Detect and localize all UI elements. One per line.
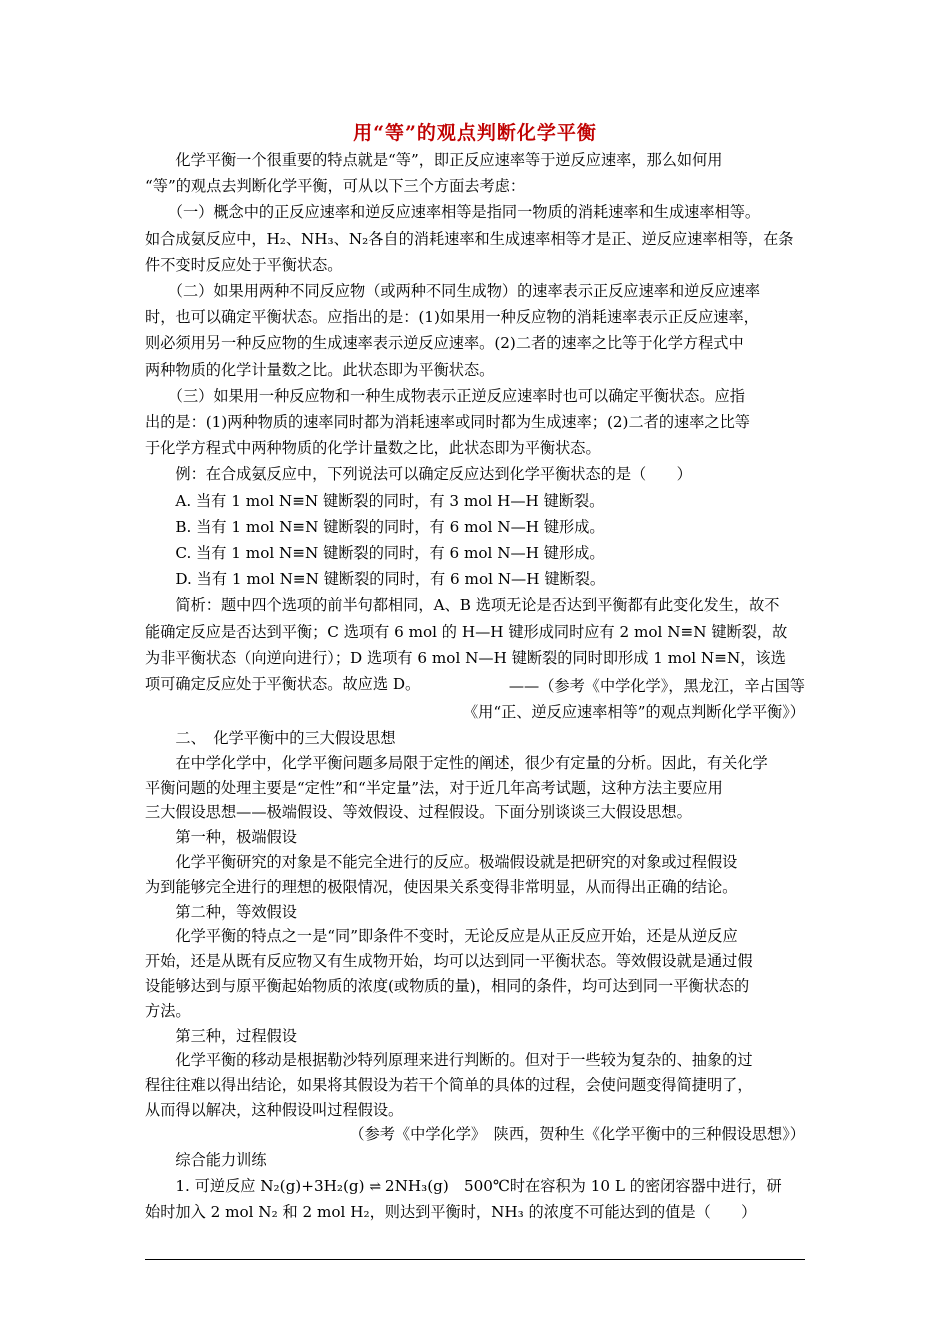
text-line: 方法。	[145, 1001, 191, 1020]
text-line: 如合成氨反应中，H₂、NH₃、N₂各自的消耗速率和生成速率相等才是正、逆反应速率相等，在条	[145, 229, 794, 248]
text-line: 二、 化学平衡中的三大假设思想	[145, 729, 396, 747]
text-line: 第二种，等效假设	[145, 902, 297, 921]
reference-line-1b: 《用“正、逆反应速率相等”的观点判断化学平衡》）	[462, 703, 805, 721]
text-line: （一）概念中的正反应速率和逆反应速率相等是指同一物质的消耗速率和生成速率相等。	[145, 203, 761, 222]
text-line: A. 当有 1 mol N≡N 键断裂的同时，有 3 mol H—H 键断裂。	[145, 491, 605, 510]
text-line: 两种物质的化学计量数之比。此状态即为平衡状态。	[145, 360, 495, 379]
text-line: 能确定反应是否达到平衡；C 选项有 6 mol 的 H—H 键形成同时应有 2 mol N≡N 键断裂，故	[145, 622, 788, 641]
text-line: 化学平衡一个很重要的特点就是“等”，即正反应速率等于逆反应速率，那么如何用	[145, 151, 723, 169]
text-line: B. 当有 1 mol N≡N 键断裂的同时，有 6 mol N—H 键形成。	[145, 517, 605, 536]
text-line: C. 当有 1 mol N≡N 键断裂的同时，有 6 mol N—H 键形成。	[145, 544, 605, 562]
text-line: 开始，还是从既有反应物又有生成物开始，均可以达到同一平衡状态。等效假设就是通过假	[145, 952, 753, 971]
text-line: 化学平衡的移动是根据勒沙特列原理来进行判断的。但对于一些较为复杂的、抽象的过	[145, 1051, 753, 1070]
text-line: 为到能够完全进行的理想的极限情况，使因果关系变得非常明显，从而得出正确的结论。	[145, 877, 738, 896]
text-line: （三）如果用一种反应物和一种生成物表示正逆反应速率时也可以确定平衡状态。应指	[145, 386, 745, 405]
question-1-line-1	[145, 1173, 809, 1200]
text-line: 例：在合成氨反应中，下列说法可以确定反应达到化学平衡状态的是（ ）	[145, 465, 692, 484]
text-line: 第三种，过程假设	[145, 1026, 297, 1045]
text-line: 项可确定反应处于平衡状态。故应选 D。	[145, 675, 421, 693]
text-line: D. 当有 1 mol N≡N 键断裂的同时，有 6 mol N—H 键断裂。	[145, 570, 606, 589]
footer-divider	[145, 1259, 805, 1260]
question-1-part-a: 1. 可逆反应 N₂(g)+3H₂(g)	[145, 1177, 365, 1195]
reference-line-2: （参考《中学化学》 陕西，贺种生《化学平衡中的三种假设思想》）	[349, 1125, 805, 1143]
reference-line-1a: ——（参考《中学化学》，黑龙江，辛占国等	[508, 677, 805, 695]
text-line: 三大假设思想——极端假设、等效假设、过程假设。下面分别谈谈三大假设思想。	[145, 803, 692, 822]
text-line: 设能够达到与原平衡起始物质的浓度(或物质的量)，相同的条件，均可达到同一平衡状态的	[145, 977, 750, 995]
text-line: 第一种，极端假设	[145, 828, 297, 847]
text-line: （二）如果用两种不同反应物（或两种不同生成物）的速率表示正反应速率和逆反应速率	[145, 282, 761, 300]
text-line: 化学平衡研究的对象是不能完全进行的反应。极端假设就是把研究的对象或过程假设	[145, 853, 738, 871]
question-1-part-b: 2NH₃(g) 500℃时在容积为 10 L 的密闭容器中进行，研	[384, 1177, 782, 1195]
text-line: “等”的观点去判断化学平衡，可从以下三个方面去考虑：	[145, 177, 526, 196]
document-title: 用“等”的观点判断化学平衡	[353, 122, 597, 144]
text-line: 平衡问题的处理主要是“定性”和“半定量”法，对于近几年高考试题，这种方法主要应用	[145, 778, 723, 797]
text-line: 为非平衡状态（向逆向进行）；D 选项有 6 mol N—H 键断裂的同时即形成 1 mol N≡N，该选	[145, 648, 786, 667]
equilibrium-arrow-icon: ⇌	[369, 1179, 381, 1195]
text-line: 化学平衡的特点之一是“同”即条件不变时，无论反应是从正反应开始，还是从逆反应	[145, 927, 738, 946]
text-line: 则必须用另一种反应物的生成速率表示逆反应速率。(2)二者的速率之比等于化学方程式中	[145, 334, 744, 353]
text-line: 出的是：(1)两种物质的速率同时都为消耗速率或同时都为生成速率；(2)二者的速率之比等	[145, 413, 750, 431]
text-line: 从而得以解决，这种假设叫过程假设。	[145, 1101, 404, 1119]
text-line: 时，也可以确定平衡状态。应指出的是：(1)如果用一种反应物的消耗速率表示正反应速率，	[145, 308, 759, 327]
text-line: 简析：题中四个选项的前半句都相同，A、B 选项无论是否达到平衡都有此变化发生，故不	[145, 596, 780, 615]
text-line: 程往往难以得出结论，如果将其假设为若干个简单的具体的过程，会使问题变得简捷明了，	[145, 1076, 753, 1095]
text-line: 于化学方程式中两种物质的化学计量数之比，此状态即为平衡状态。	[145, 439, 601, 458]
section-heading-practice: 综合能力训练	[145, 1151, 267, 1169]
text-line: 在中学化学中，化学平衡问题多局限于定性的阐述，很少有定量的分析。因此，有关化学	[145, 753, 768, 772]
text-line: 件不变时反应处于平衡状态。	[145, 255, 343, 274]
question-1-line-2: 始时加入 2 mol N₂ 和 2 mol H₂，则达到平衡时，NH₃ 的浓度不可能达到的值是（ ）	[145, 1203, 757, 1221]
